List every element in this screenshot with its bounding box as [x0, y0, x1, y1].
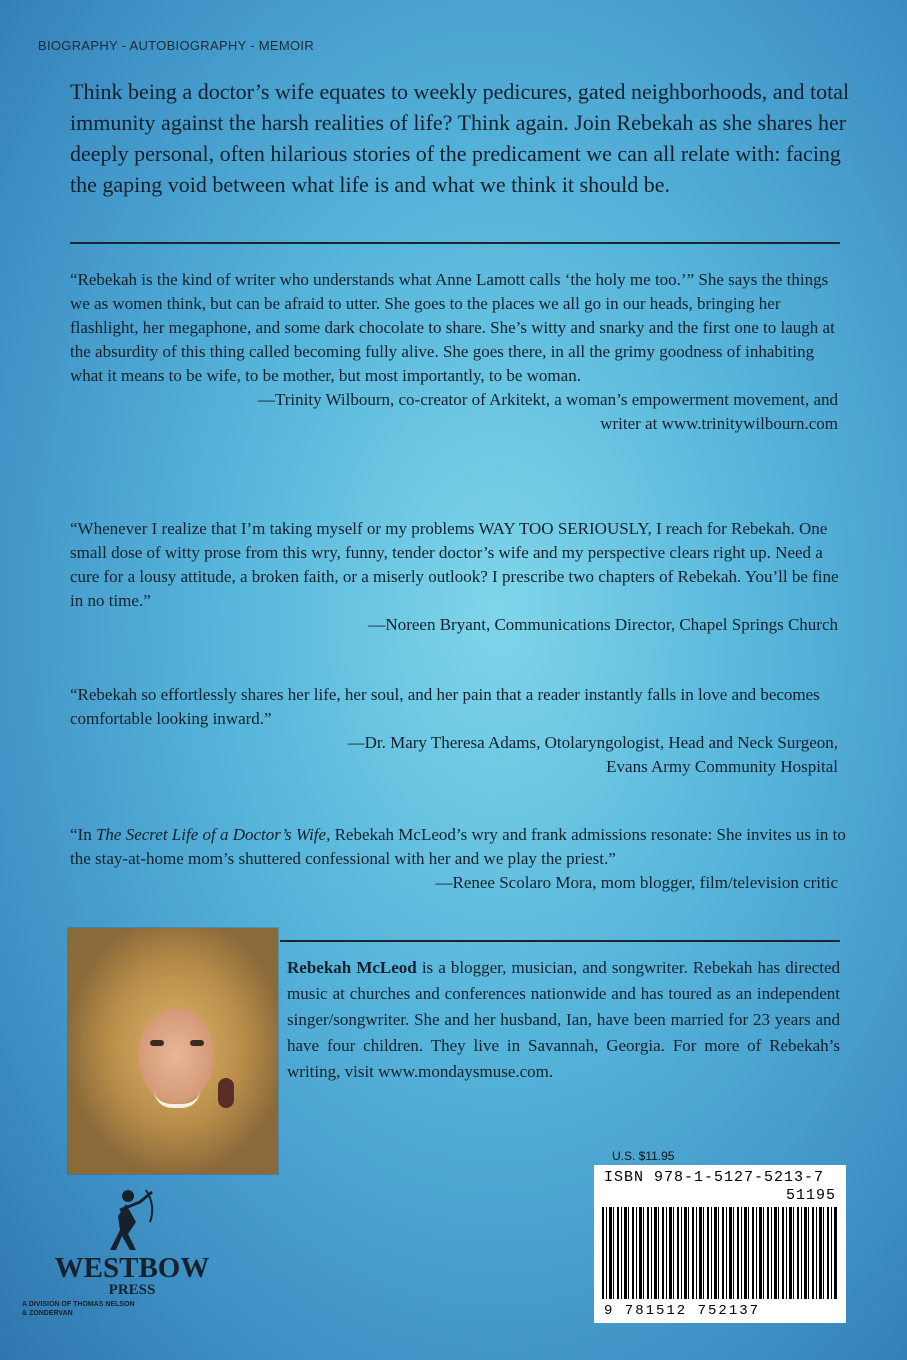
- photo-eye: [150, 1040, 164, 1046]
- quote-attribution: writer at www.trinitywilbourn.com: [600, 414, 838, 433]
- endorsement-quote: [70, 517, 850, 637]
- price-label: U.S. $11.95: [612, 1149, 675, 1163]
- endorsement-quote: [70, 823, 850, 895]
- category-label: BIOGRAPHY - AUTOBIOGRAPHY - MEMOIR: [38, 38, 315, 53]
- publisher-name: WESTBOW: [54, 1252, 210, 1284]
- photo-eye: [190, 1040, 204, 1046]
- quote-attribution: Evans Army Community Hospital: [606, 757, 838, 776]
- author-bio-text: is a blogger, musician, and songwriter. Rebekah has directed music at churches and conferences nationwide and has toured as an independent singer/songwriter. She and her husband, Ian, have been married for 23 years and have four children. They live in Savannah, Georgia. For more of Rebekah’s writing, visit www.mondaysmuse.com.: [287, 958, 840, 1081]
- bow-figure-icon: [106, 1188, 158, 1252]
- intro-blurb: Think being a doctor’s wife equates to weekly pedicures, gated neighborhoods, and total immunity against the harsh realities of life? Think again. Join Rebekah as she shares her deeply personal, often hilarious stories of the predicament we can all relate with: facing the gaping void between what life is and what we think it should be.: [70, 79, 850, 197]
- top-divider: [70, 242, 840, 244]
- publisher-press: PRESS: [108, 1282, 156, 1298]
- isbn-text: ISBN 978-1-5127-5213-7: [604, 1169, 825, 1186]
- quote-text: [70, 823, 850, 871]
- barcode: [594, 1165, 846, 1323]
- division-line: & ZONDERVAN: [22, 1310, 73, 1317]
- author-bio: [287, 955, 840, 1085]
- publisher-division: [22, 1300, 182, 1318]
- bio-divider: [280, 940, 840, 942]
- endorsement-quote: [70, 683, 850, 779]
- barcode-bars: [602, 1207, 838, 1299]
- quote-text: “Whenever I realize that I’m taking myself or my problems WAY TOO SERIOUSLY, I reach for Rebekah. One small dose of witty prose from this wry, funny, tender doctor’s wife and my perspective clears right up. Need a cure for a lousy attitude, a broken faith, or a miserly outlook? I prescribe two chapters of Rebekah. You’ll be fine in no time.”: [70, 519, 839, 610]
- quote-attribution: —Trinity Wilbourn, co-creator of Arkitekt, a woman’s empowerment movement, and: [257, 390, 838, 409]
- quote-attribution: —Noreen Bryant, Communications Director, Chapel Springs Church: [368, 615, 838, 634]
- quote-text: “Rebekah is the kind of writer who understands what Anne Lamott calls ‘the holy me too.’” She says the things we as women think, but can be afraid to utter. She goes to the places we all go in our heads, bringing her flashlight, her megaphone, and some dark chocolate to share. She’s witty and snarky and the first one to laugh at the absurdity of this thing called becoming fully alive. She goes there, in all the grimy goodness of inhabiting what it means to be wife, to be mother, but most importantly, to be woman.: [70, 270, 835, 385]
- author-photo: [68, 928, 278, 1174]
- book-title: The Secret Life of a Doctor’s Wife: [95, 825, 327, 844]
- quote-attribution: —Renee Scolaro Mora, mom blogger, film/television critic: [435, 873, 838, 892]
- quote-text: “Rebekah so effortlessly shares her life, her soul, and her pain that a reader instantly falls in love and becomes comfortable looking inward.”: [70, 685, 820, 728]
- photo-smile: [154, 1090, 200, 1108]
- photo-earring: [218, 1078, 234, 1108]
- barcode-number: 9 781512 752137: [604, 1303, 761, 1319]
- author-name: Rebekah McLeod: [287, 958, 417, 977]
- quote-prefix: “In: [70, 825, 96, 844]
- addon-code: 51195: [785, 1187, 836, 1204]
- quote-suffix: , Rebekah McLeod’s wry and frank admissions resonate: She invites us in to the stay-at-home mom’s shuttered confessional with her and we play the priest.”: [70, 825, 846, 868]
- quote-attribution: —Dr. Mary Theresa Adams, Otolaryngologist, Head and Neck Surgeon,: [347, 733, 838, 752]
- division-line: A DIVISION OF THOMAS NELSON: [22, 1301, 135, 1308]
- publisher-logo: [22, 1188, 232, 1338]
- endorsement-quote: [70, 268, 850, 436]
